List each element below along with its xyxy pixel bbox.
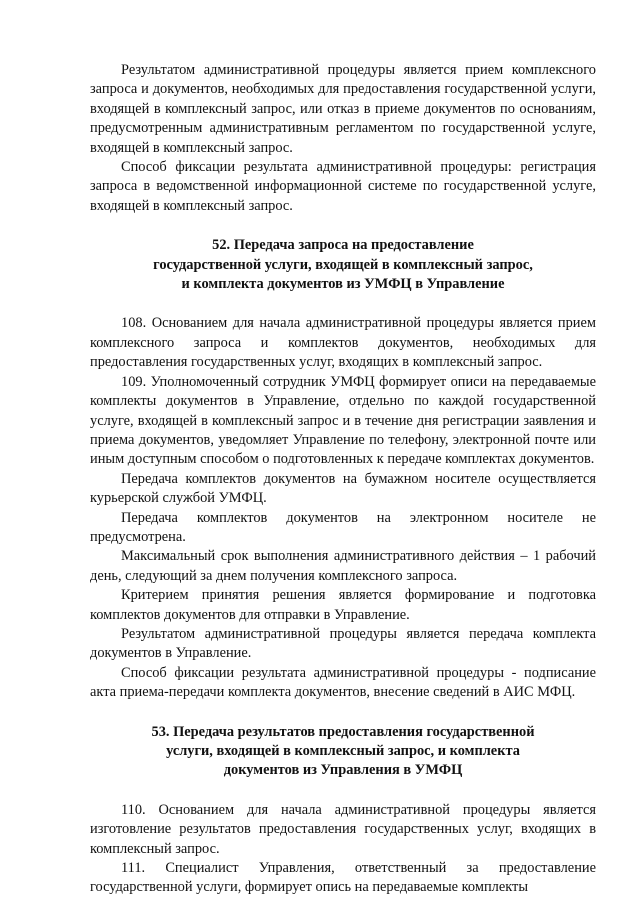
paragraph-paper-transfer: Передача комплектов документов на бумажном носителе осуществляется курьерской службой УМФЦ. bbox=[90, 470, 596, 507]
intro-paragraph-fixation: Способ фиксации результата административной процедуры: регистрация запроса в ведомственной информационной системе по государственной услуге, входящей в комплексный запрос. bbox=[90, 159, 596, 214]
paragraph-109: 109. Уполномоченный сотрудник УМФЦ формирует описи на передаваемые комплекты документов в Управление, отдельно по каждой государственной услуге, входящей в комплексный запрос и в течение дня регистрации заявления и приема документов, уведомляет Управление по телефону, электронной почте или иным доступным способом о подготовленных к передаче комплектах документов. bbox=[90, 373, 596, 468]
section-53-heading-line: документов из Управления в УМФЦ bbox=[223, 762, 463, 779]
section-53-heading-line: 53. Передача результатов предоставления государственной bbox=[151, 723, 535, 740]
intro-paragraph-result: Результатом административной процедуры является прием комплексного запроса и документов, необходимых для предоставления государственной услуги, входящей в комплексный запрос, или отказ в приеме документов по основаниям, предусмотренным административным регламентом по государственной услуге, входящей в комплексный запрос. bbox=[90, 62, 596, 156]
paragraph-electronic-transfer: Передача комплектов документов на электронном носителе не предусмотрена. bbox=[90, 509, 596, 545]
paragraph-max-duration: Максимальный срок выполнения административного действия – 1 рабочий день, следующий за днем получения комплексного запроса. bbox=[90, 548, 596, 584]
section-52-heading-line: 52. Передача запроса на предоставление bbox=[212, 237, 474, 254]
section-53-heading bbox=[90, 723, 596, 781]
paragraph-111: 111. Специалист Управления, ответственный за предоставление государственной услуги, формирует опись на передаваемые комплекты bbox=[90, 860, 596, 896]
document-page bbox=[90, 61, 596, 898]
section-53-heading-line: услуги, входящей в комплексный запрос, и комплекта bbox=[166, 743, 520, 759]
paragraph-decision-criterion: Критерием принятия решения является формирование и подготовка комплектов документов для отправки в Управление. bbox=[90, 587, 596, 623]
paragraph-108: 108. Основанием для начала административной процедуры является прием комплексного запроса и комплектов документов, необходимых для предоставления государственных услуг, входящих в комплексный запрос. bbox=[90, 315, 596, 371]
paragraph-110: 110. Основанием для начала административной процедуры является изготовление результатов предоставления государственных услуг, входящих в комплексный запрос. bbox=[90, 801, 596, 857]
section-52-heading-line: и комплекта документов из УМФЦ в Управление bbox=[181, 276, 505, 293]
paragraph-procedure-result: Результатом административной процедуры является передача комплекта документов в Управление. bbox=[90, 625, 596, 662]
paragraph-result-fixation: Способ фиксации результата административной процедуры - подписание акта приема-передачи комплекта документов, внесение сведений в АИС МФЦ. bbox=[90, 664, 596, 701]
section-52-heading bbox=[90, 236, 596, 294]
section-52-heading-line: государственной услуги, входящей в комплексный запрос, bbox=[153, 256, 533, 273]
